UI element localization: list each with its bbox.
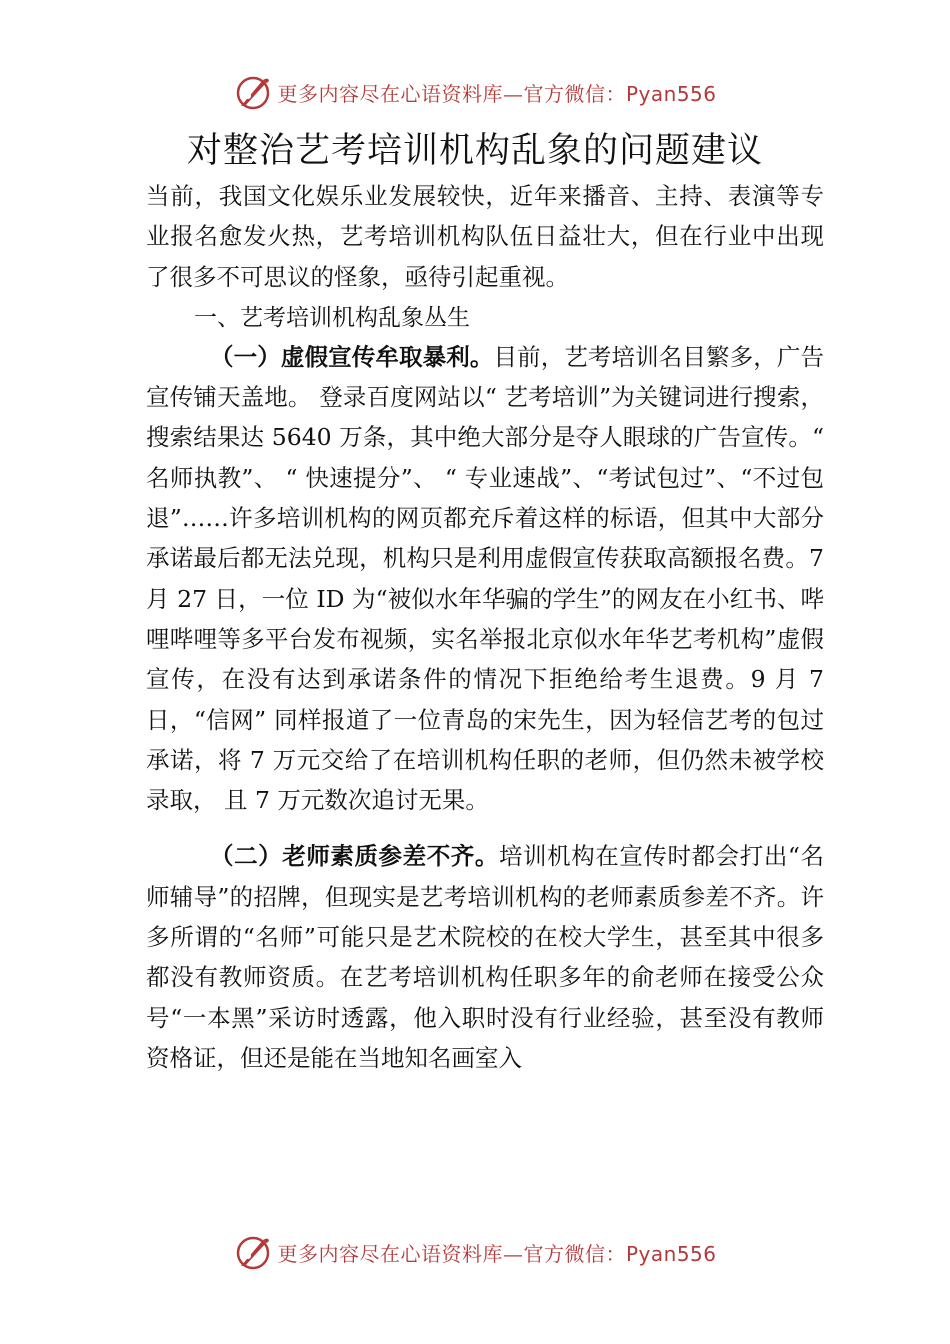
wechat-id: Pyan556 <box>625 81 717 106</box>
page-title: 对整治艺考培训机构乱象的问题建议 <box>186 131 763 171</box>
wechat-id: Pyan556 <box>625 1241 717 1266</box>
footer-banner <box>0 1232 950 1272</box>
intro-paragraph: 当前，我国文化娱乐业发展较快，近年来播音、主持、表演等专业报名愈发火热，艺考培训机构队伍日益壮大，但在行业中出现了很多不可思议的怪象，亟待引起重视。 <box>146 182 824 291</box>
document-body <box>146 176 824 1078</box>
banner-text: 更多内容尽在心语资料库—官方微信：Pyan556 <box>277 81 717 106</box>
paragraph-item1 <box>146 337 824 821</box>
banner-text: 更多内容尽在心语资料库—官方微信：Pyan556 <box>277 1241 717 1266</box>
quill-pen-logo-icon <box>233 1232 273 1272</box>
section-heading: 一、艺考培训机构乱象丛生 <box>194 304 470 331</box>
paragraph-item2 <box>146 836 824 1078</box>
subheading-item1: （一）虚假宣传牟取暴利。 <box>210 342 494 371</box>
item2-text: 培训机构在宣传时都会打出“名师辅导”的招牌，但现实是艺考培训机构的老师素质参差不齐。许多所谓的“名师”可能只是艺术院校的在校大学生，甚至其中很多都没有教师资质。在艺考培训机构任职多年的俞老师在接受公众号“一本黑”采访时透露，他入职时没有行业经验，甚至没有教师资格证，但还是能在当地知名画室入 <box>146 842 824 1072</box>
header-banner <box>0 72 950 112</box>
quill-pen-logo-icon <box>233 72 273 112</box>
subheading-item2: （二）老师素质参差不齐。 <box>210 842 499 871</box>
item1-text: 目前，艺考培训名目繁多，广告宣传铺天盖地。 登录百度网站以“ 艺考培训”为关键词进行搜索，搜索结果达 5640 万条，其中绝大部分是夺人眼球的广告宣传。“ 名师执教”、 “ 快速提分”、 “ 专业速战”、“考试包过”、“不过包退”……许多培训机构的网页都充斥着这样的标语，但其中大部分承诺最后都无法兑现，机构只是利用虚假宣传获取高额报名费。7 月 27 日，一位 ID 为“被似水年华骗的学生”的网友在小红书、哔哩哔哩等多平台发布视频，实名举报北京似水年华艺考机构”虚假宣传，在没有达到承诺条件的情况下拒绝给考生退费。9 月 7 日，“信网” 同样报道了一位青岛的宋先生，因为轻信艺考的包过承诺，将 7 万元交给了在培训机构任职的老师，但仍然未被学校录取， 且 7 万元数次追讨无果。 <box>146 342 825 815</box>
